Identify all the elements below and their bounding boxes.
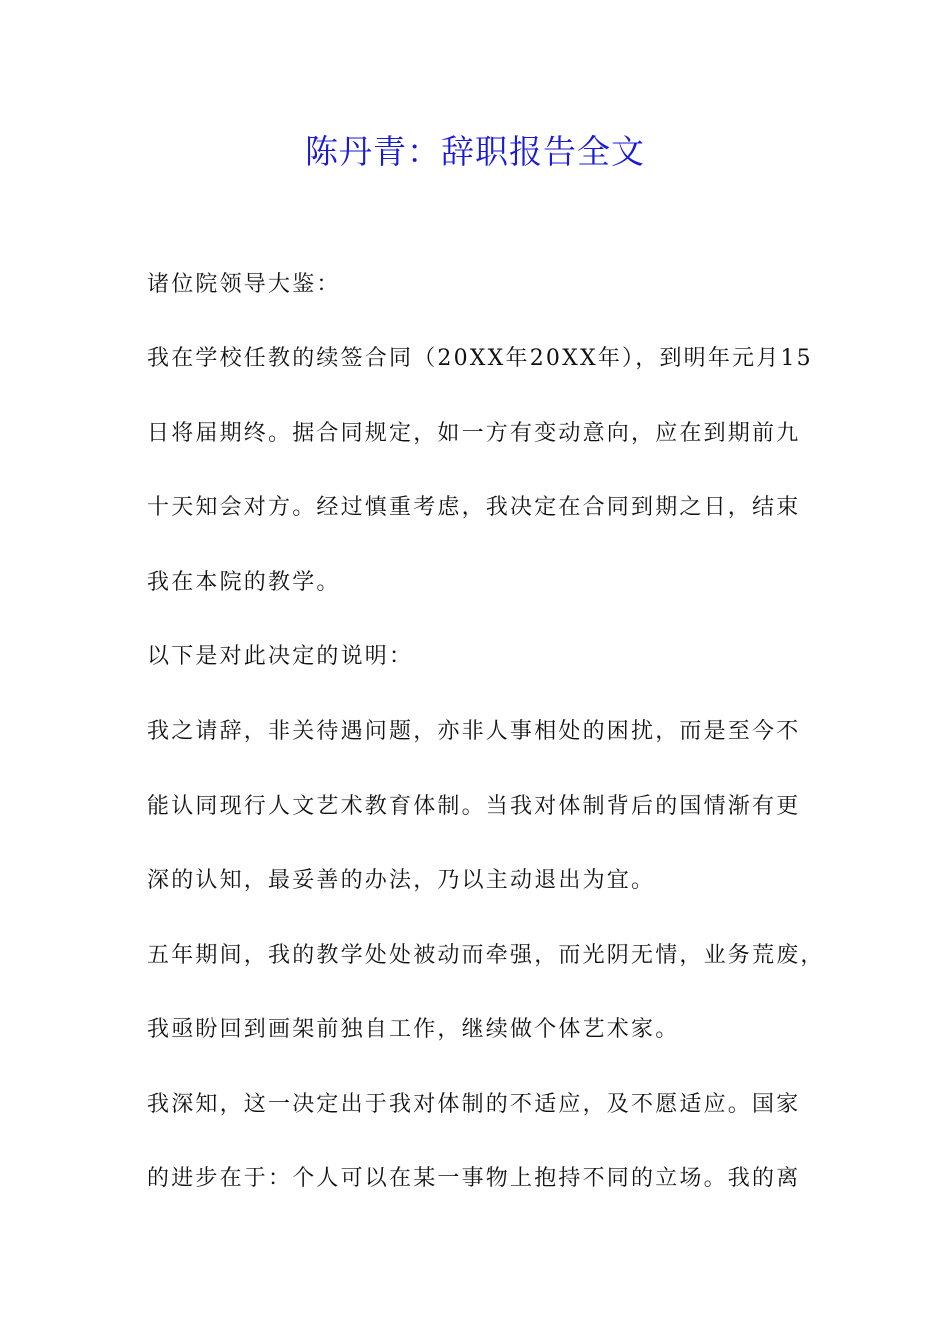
paragraph-line: 我深知，这一决定出于我对体制的不适应，及不愿适应。国家 (147, 1092, 801, 1117)
paragraph-line: 我亟盼回到画架前独自工作，继续做个体艺术家。 (147, 1017, 680, 1042)
paragraph-line: 日将届期终。据合同规定，如一方有变动意向，应在到期前九 (147, 421, 801, 446)
paragraph-line: 十天知会对方。经过慎重考虑，我决定在合同到期之日，结束 (147, 495, 801, 520)
paragraph-line: 的进步在于：个人可以在某一事物上抱持不同的立场。我的离 (147, 1166, 801, 1191)
document-title: 陈丹青：辞职报告全文 (305, 132, 645, 171)
paragraph-line: 我之请辞，非关待遇问题，亦非人事相处的困扰，而是至今不 (147, 719, 801, 744)
paragraph-line: 诸位院领导大鉴： (147, 272, 341, 297)
paragraph-line: 我在学校任教的续签合同（20XX年20XX年），到明年元月15 (147, 346, 813, 371)
paragraph-line: 我在本院的教学。 (147, 570, 341, 595)
paragraph-line: 以下是对此决定的说明： (147, 644, 414, 669)
paragraph-line: 五年期间，我的教学处处被动而牵强，而光阴无情，业务荒废， (147, 943, 825, 968)
paragraph-line: 能认同现行人文艺术教育体制。当我对体制背后的国情渐有更 (147, 794, 801, 819)
paragraph-line: 深的认知，最妥善的办法，乃以主动退出为宜。 (147, 868, 656, 893)
